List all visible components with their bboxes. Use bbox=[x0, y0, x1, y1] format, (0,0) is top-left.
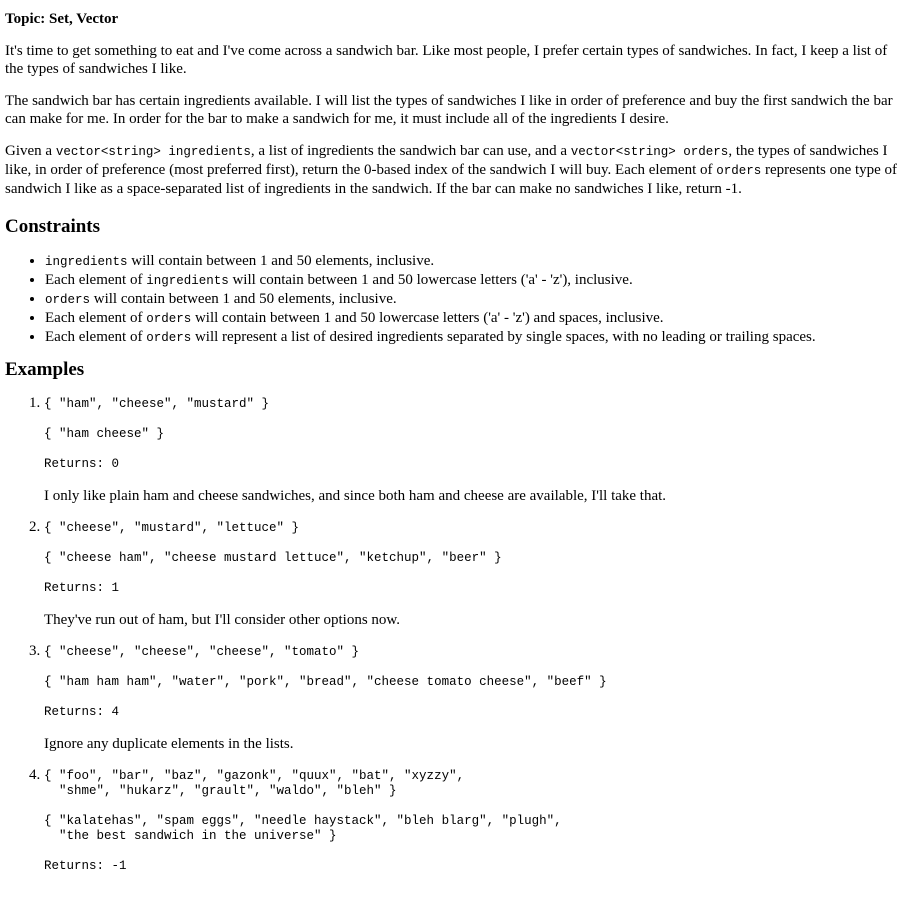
text-span: will represent a list of desired ingredients separated by single spaces, with no leading or trailing spaces. bbox=[191, 329, 816, 345]
text-span: Each element of bbox=[45, 272, 147, 288]
example-item bbox=[44, 395, 906, 505]
text-span: , the types of sandwiches I like, in order of preference (most preferred first), return the 0-based index of the sandwich I will buy. Each element of bbox=[5, 143, 888, 178]
examples-list bbox=[5, 395, 906, 874]
text-span: , a list of ingredients the sandwich bar can use, and a bbox=[250, 143, 571, 159]
code-ingredients-type: vector<string> ingredients bbox=[55, 145, 251, 159]
example-returns: Returns: 0 bbox=[44, 457, 120, 471]
text-span: Given a bbox=[5, 143, 56, 159]
inline-code: orders bbox=[146, 312, 192, 326]
inline-code: ingredients bbox=[146, 274, 229, 288]
constraints-heading: Constraints bbox=[5, 216, 101, 237]
intro-paragraph-2: The sandwich bar has certain ingredients available. I will list the types of sandwiches I like in order of preference and buy the first sandwich the bar can make for me. In order for the bar to make a sandwich for me, it must include all of the ingredients I desire. bbox=[5, 93, 893, 127]
inline-code: orders bbox=[45, 293, 91, 307]
constraint-item bbox=[45, 309, 906, 328]
example-item bbox=[44, 767, 906, 874]
example-orders: { "ham cheese" } bbox=[44, 427, 165, 441]
text-span: Each element of bbox=[45, 329, 147, 345]
text-span: will contain between 1 and 50 elements, inclusive. bbox=[90, 291, 397, 307]
example-ingredients: 1. { "ham", "cheese", "mustard" } bbox=[44, 397, 270, 411]
example-returns: Returns: -1 bbox=[44, 859, 127, 873]
example-orders: { "cheese ham", "cheese mustard lettuce", "ketchup", "beer" } bbox=[44, 551, 502, 565]
example-item bbox=[44, 519, 906, 629]
code-orders: orders bbox=[716, 164, 762, 178]
code-orders-type: vector<string> orders bbox=[570, 145, 729, 159]
intro-paragraph-1: It's time to get something to eat and I've come across a sandwich bar. Like most people, I prefer certain types of sandwiches. In fact, I keep a list of the types of sandwiches I like. bbox=[5, 43, 888, 77]
example-ingredients: 3. { "cheese", "cheese", "cheese", "tomato" } bbox=[44, 645, 360, 659]
example-item bbox=[44, 643, 906, 753]
example-ingredients: 2. { "cheese", "mustard", "lettuce" } bbox=[44, 521, 300, 535]
examples-heading: Examples bbox=[5, 359, 85, 380]
example-note: I only like plain ham and cheese sandwiches, and since both ham and cheese are available, I'll take that. bbox=[44, 488, 667, 504]
text-span: will contain between 1 and 50 lowercase letters ('a' - 'z') and spaces, inclusive. bbox=[191, 310, 664, 326]
constraint-item bbox=[45, 290, 906, 309]
example-ingredients: 4. { "foo", "bar", "baz", "gazonk", "quux", "bat", "xyzzy", "shme", "hukarz", "grault", "waldo", "bleh" } bbox=[44, 769, 465, 798]
example-note: They've run out of ham, but I'll consider other options now. bbox=[44, 612, 401, 628]
topic-heading: Topic: Set, Vector bbox=[5, 11, 119, 27]
text-span: represents one type of sandwich I like as a space-separated list of ingredients in the sandwich. If the bar can make no sandwiches I like, return -1. bbox=[5, 162, 898, 197]
inline-code: ingredients bbox=[45, 255, 128, 269]
intro-paragraph-3 bbox=[5, 142, 906, 198]
constraint-item bbox=[45, 328, 906, 347]
example-returns: Returns: 1 bbox=[44, 581, 120, 595]
text-span: will contain between 1 and 50 elements, inclusive. bbox=[127, 253, 435, 269]
constraint-item bbox=[45, 271, 906, 290]
example-note: Ignore any duplicate elements in the lists. bbox=[44, 736, 294, 752]
inline-code: orders bbox=[146, 331, 192, 345]
example-returns: Returns: 4 bbox=[44, 705, 120, 719]
constraint-item bbox=[45, 252, 906, 271]
text-span: will contain between 1 and 50 lowercase letters ('a' - 'z'), inclusive. bbox=[228, 272, 633, 288]
constraints-list bbox=[5, 252, 906, 347]
example-orders: { "kalatehas", "spam eggs", "needle haystack", "bleh blarg", "plugh", "the best sandwich in the universe" } bbox=[44, 814, 562, 843]
text-span: Each element of bbox=[45, 310, 147, 326]
example-orders: { "ham ham ham", "water", "pork", "bread", "cheese tomato cheese", "beef" } bbox=[44, 675, 607, 689]
